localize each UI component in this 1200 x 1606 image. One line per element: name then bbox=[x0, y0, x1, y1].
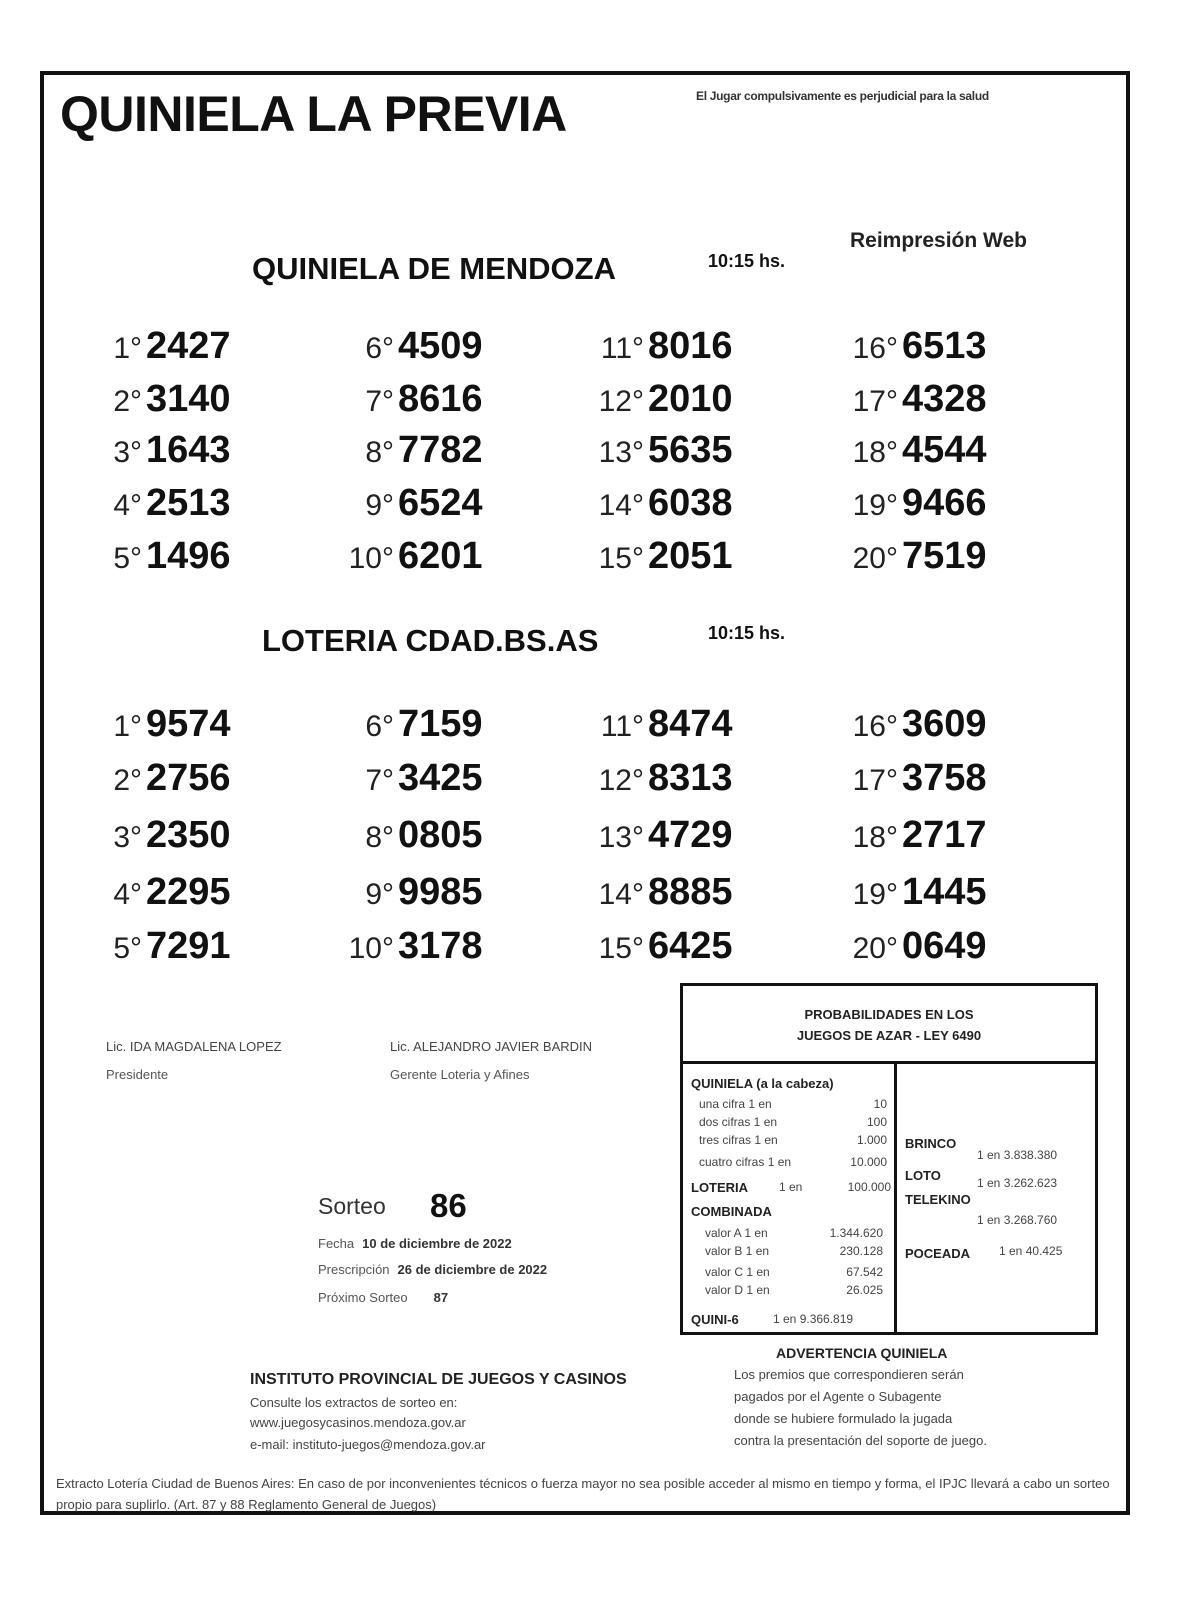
footer-note: Extracto Lotería Ciudad de Buenos Aires: En caso de por inconvenientes técnicos o fuerza mayor no sea posible acceder al mismo en tiempo y forma, el IPJC llevará a cabo un sorteo propio para suplirlo. (Art. 87 y 88 Reglamento General de Juegos) bbox=[56, 1476, 1110, 1512]
draw-time-mendoza: 10:15 hs. bbox=[708, 251, 786, 271]
loto-odds-label: LOTO bbox=[905, 1168, 941, 1183]
signature-name-manager: Lic. ALEJANDRO JAVIER BARDIN bbox=[390, 1039, 593, 1054]
result-item: 15° 2051 bbox=[598, 535, 733, 577]
result-item: 16° 3609 bbox=[852, 703, 987, 745]
section-title-mendoza: QUINIELA DE MENDOZA bbox=[252, 251, 616, 286]
result-item: 9° 6524 bbox=[365, 482, 483, 524]
sorteo-label: Sorteo bbox=[318, 1193, 386, 1219]
result-item: 8° 7782 bbox=[365, 429, 483, 471]
signature-role-manager: Gerente Loteria y Afines bbox=[390, 1067, 530, 1082]
result-item: 17° 4328 bbox=[852, 378, 987, 420]
prescripcion-value: 26 de diciembre de 2022 bbox=[397, 1262, 548, 1277]
result-item: 7° 3425 bbox=[365, 757, 483, 799]
result-item: 9° 9985 bbox=[365, 871, 483, 913]
health-warning: El Jugar compulsivamente es perjudicial para la salud bbox=[696, 89, 989, 103]
telekino-odds-label: TELEKINO bbox=[905, 1192, 971, 1207]
advertencia-line: donde se hubiere formulado la jugada bbox=[734, 1411, 953, 1426]
result-item: 4° 2513 bbox=[113, 482, 231, 524]
result-item: 10° 3178 bbox=[348, 925, 483, 967]
advertencia-line: Los premios que correspondieren serán bbox=[734, 1367, 964, 1382]
loteria-odds-label: LOTERIA bbox=[691, 1180, 749, 1195]
signature-role-president: Presidente bbox=[106, 1067, 169, 1082]
quini6-odds-label: QUINI-6 bbox=[691, 1312, 739, 1327]
result-item: 19° 9466 bbox=[852, 482, 987, 524]
advertencia-line: contra la presentación del soporte de juego. bbox=[734, 1433, 987, 1448]
probabilities-divider bbox=[894, 1064, 897, 1332]
institute-name: INSTITUTO PROVINCIAL DE JUEGOS Y CASINOS bbox=[250, 1371, 627, 1388]
result-item: 6° 7159 bbox=[365, 703, 483, 745]
result-item: 19° 1445 bbox=[852, 871, 987, 913]
quiniela-odds-label: QUINIELA (a la cabeza) bbox=[691, 1076, 834, 1091]
result-item: 7° 8616 bbox=[365, 378, 483, 420]
result-item: 12° 2010 bbox=[598, 378, 733, 420]
result-item: 5° 1496 bbox=[113, 535, 231, 577]
fecha-row: Fecha 10 de diciembre de 2022 bbox=[318, 1236, 512, 1251]
signature-name-president: Lic. IDA MAGDALENA LOPEZ bbox=[106, 1039, 282, 1054]
page-title: QUINIELA LA PREVIA bbox=[60, 86, 567, 142]
result-item: 18° 2717 bbox=[852, 814, 987, 856]
proximo-sorteo-value: 87 bbox=[433, 1290, 449, 1305]
fecha-value: 10 de diciembre de 2022 bbox=[362, 1236, 512, 1251]
sorteo-number: 86 bbox=[430, 1187, 467, 1224]
result-item: 14° 8885 bbox=[598, 871, 733, 913]
result-item: 8° 0805 bbox=[365, 814, 483, 856]
combinada-odds-label: COMBINADA bbox=[691, 1204, 772, 1219]
institute-email: e-mail: instituto-juegos@mendoza.gov.ar bbox=[250, 1437, 486, 1452]
poceada-odds-label: POCEADA bbox=[905, 1246, 971, 1261]
result-item: 4° 2295 bbox=[113, 871, 231, 913]
result-item: 13° 4729 bbox=[598, 814, 733, 856]
probabilities-box: PROBABILIDADES EN LOS JUEGOS DE AZAR - LEY 6490 QUINIELA (a la cabeza) una cifra 1 en 10 dos cifras 1 en 100 tres cifras 1 en 1.000 cuatro cifras 1 en 10.000 LOTERIA 1 en 100.000 COMBINADA valor A 1 en 1.344.620 valor B 1 en 230.128 valor C 1 en 67.542 valor D 1 en 26.025 QUINI-6 1 en 9.366.819 BRINCO 1 en 3.838.380 LOTO 1 en 3.262.623 TELEKINO 1 en 3.268.760 POCEADA 1 en 40.425 bbox=[680, 983, 1098, 1335]
probabilities-title: PROBABILIDADES EN LOS JUEGOS DE AZAR - LEY 6490 bbox=[683, 986, 1095, 1064]
result-item: 5° 7291 bbox=[113, 925, 231, 967]
result-item: 3° 2350 bbox=[113, 814, 231, 856]
institute-consult-text: Consulte los extractos de sorteo en: bbox=[250, 1395, 458, 1410]
quini6-odds-value: 1 en 9.366.819 bbox=[773, 1312, 854, 1326]
section-title-loteria-bsas: LOTERIA CDAD.BS.AS bbox=[262, 623, 599, 658]
result-item: 11° 8474 bbox=[600, 703, 733, 745]
result-item: 17° 3758 bbox=[852, 757, 987, 799]
result-item: 13° 5635 bbox=[598, 429, 733, 471]
brinco-odds-label: BRINCO bbox=[905, 1136, 957, 1151]
result-item: 1° 2427 bbox=[113, 325, 231, 367]
result-item: 16° 6513 bbox=[852, 325, 987, 367]
advertencia-line: pagados por el Agente o Subagente bbox=[734, 1389, 942, 1404]
reprint-label: Reimpresión Web bbox=[850, 229, 1027, 252]
proximo-sorteo-row: Próximo Sorteo 87 bbox=[318, 1290, 449, 1305]
result-item: 20° 0649 bbox=[852, 925, 987, 967]
result-item: 14° 6038 bbox=[598, 482, 733, 524]
result-item: 15° 6425 bbox=[598, 925, 733, 967]
result-item: 12° 8313 bbox=[598, 757, 733, 799]
institute-website: www.juegosycasinos.mendoza.gov.ar bbox=[250, 1415, 466, 1430]
result-item: 11° 8016 bbox=[600, 325, 733, 367]
advertencia-title: ADVERTENCIA QUINIELA bbox=[776, 1345, 948, 1361]
prescripcion-row: Prescripción 26 de diciembre de 2022 bbox=[318, 1262, 548, 1277]
result-item: 3° 1643 bbox=[113, 429, 231, 471]
lottery-results-sheet bbox=[40, 71, 1130, 1515]
result-item: 18° 4544 bbox=[852, 429, 987, 471]
result-item: 2° 3140 bbox=[113, 378, 231, 420]
result-item: 6° 4509 bbox=[365, 325, 483, 367]
result-item: 20° 7519 bbox=[852, 535, 987, 577]
result-item: 2° 2756 bbox=[113, 757, 231, 799]
draw-time-loteria-bsas: 10:15 hs. bbox=[708, 623, 786, 643]
result-item: 1° 9574 bbox=[113, 703, 231, 745]
result-item: 10° 6201 bbox=[348, 535, 483, 577]
